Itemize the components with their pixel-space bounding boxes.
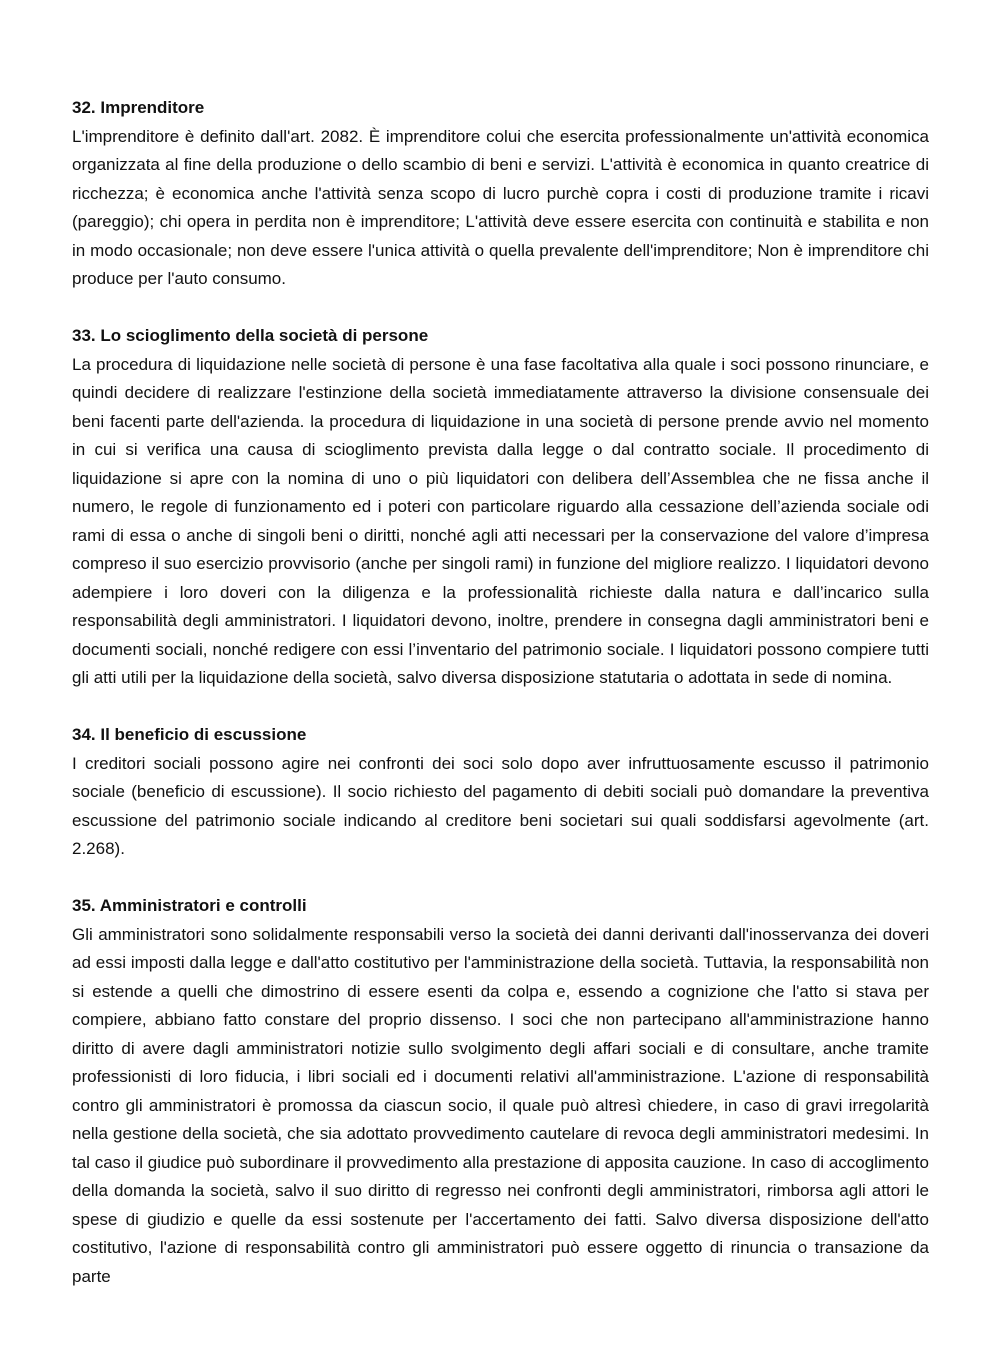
- section-paragraph: La procedura di liquidazione nelle società di persone è una fase facoltativa alla quale i soci possono rinunciare, e quindi decidere di realizzare l'estinzione della società immediatamente attraverso la divisione consensuale dei beni facenti parte dell'azienda. la procedura di liquidazione in una società di persone prende avvio nel momento in cui si verifica una causa di scioglimento prevista dalla legge o dal contratto sociale. Il procedimento di liquidazione si apre con la nomina di uno o più liquidatori con delibera dell’Assemblea che ne fissa anche il numero, le regole di funzionamento ed i poteri con particolare riguardo alla cessazione dell’azienda sociale odi rami di essa o anche di singoli beni o diritti, nonché agli atti necessari per la conservazione del valore d’impresa compreso il suo esercizio provvisorio (anche per singoli rami) in funzione del migliore realizzo. I liquidatori devono adempiere i loro doveri con la diligenza e la professionalità richieste dalla natura e dall’incarico sulla responsabilità degli amministratori. I liquidatori devono, inoltre, prendere in consegna dagli amministratori beni e documenti sociali, nonché redigere con essi l’inventario del patrimonio sociale. I liquidatori possono compiere tutti gli atti utili per la liquidazione della società, salvo diversa disposizione statutaria o adottata in sede di nomina.: [72, 354, 929, 687]
- document-page: [72, 94, 929, 1320]
- section-paragraph: L'imprenditore è definito dall'art. 2082. È imprenditore colui che esercita professionalmente un'attività economica organizzata al fine della produzione o dello scambio di beni e servizi. L'attività è economica in quanto creatrice di ricchezza; è economica anche l'attività senza scopo di lucro purchè copra i costi di produzione tramite i ricavi (pareggio); chi opera in perdita non è imprenditore; L'attività deve essere esercita con continuità e stabilita e non in modo occasionale; non deve essere l'unica attività o quella prevalente dell'imprenditore; Non è imprenditore chi produce per l'auto consumo.: [72, 126, 929, 288]
- section-beneficio-escussione: [72, 721, 929, 864]
- section-amministratori-controlli: [72, 892, 929, 1291]
- section-paragraph: Gli amministratori sono solidalmente responsabili verso la società dei danni derivanti dall'inosservanza dei doveri ad essi imposti dalla legge e dall'atto costitutivo per l'amministrazione della società. Tuttavia, la responsabilità non si estende a quelli che dimostrino di essere esenti da colpa e, essendo a cognizione che l'atto si stava per compiere, abbiano fatto constare del proprio dissenso. I soci che non partecipano all'amministrazione hanno diritto di avere dagli amministratori notizie sullo svolgimento degli affari sociali e di consultare, anche tramite professionisti di loro fiducia, i libri sociali ed i documenti relativi all'amministrazione. L'azione di responsabilità contro gli amministratori è promossa da ciascun socio, il quale può altresì chiedere, in caso di gravi irregolarità nella gestione della società, che sia adottato provvedimento cautelare di revoca degli amministratori medesimi. In tal caso il giudice può subordinare il provvedimento alla prestazione di apposita cauzione. In caso di accoglimento della domanda la società, salvo il suo diritto di regresso nei confronti degli amministratori, rimborsa agli attori le spese di giudizio e quelle da essi sostenute per l'accertamento dei fatti. Salvo diversa disposizione dell'atto costitutivo, l'azione di responsabilità contro gli amministratori può essere oggetto di rinuncia o transazione da parte: [72, 924, 929, 1286]
- section-heading: 32. Imprenditore: [72, 98, 205, 117]
- section-heading: 33. Lo scioglimento della società di persone: [72, 326, 429, 345]
- section-paragraph: I creditori sociali possono agire nei confronti dei soci solo dopo aver infruttuosamente escusso il patrimonio sociale (beneficio di escussione). Il socio richiesto del pagamento di debiti sociali può domandare la preventiva escussione del patrimonio sociale indicando al creditore beni societari sui quali soddisfarsi agevolmente (art. 2.268).: [72, 753, 929, 858]
- section-scioglimento: [72, 322, 929, 693]
- section-imprenditore: [72, 94, 929, 294]
- section-heading: 34. Il beneficio di escussione: [72, 725, 307, 744]
- section-heading: 35. Amministratori e controlli: [72, 896, 307, 915]
